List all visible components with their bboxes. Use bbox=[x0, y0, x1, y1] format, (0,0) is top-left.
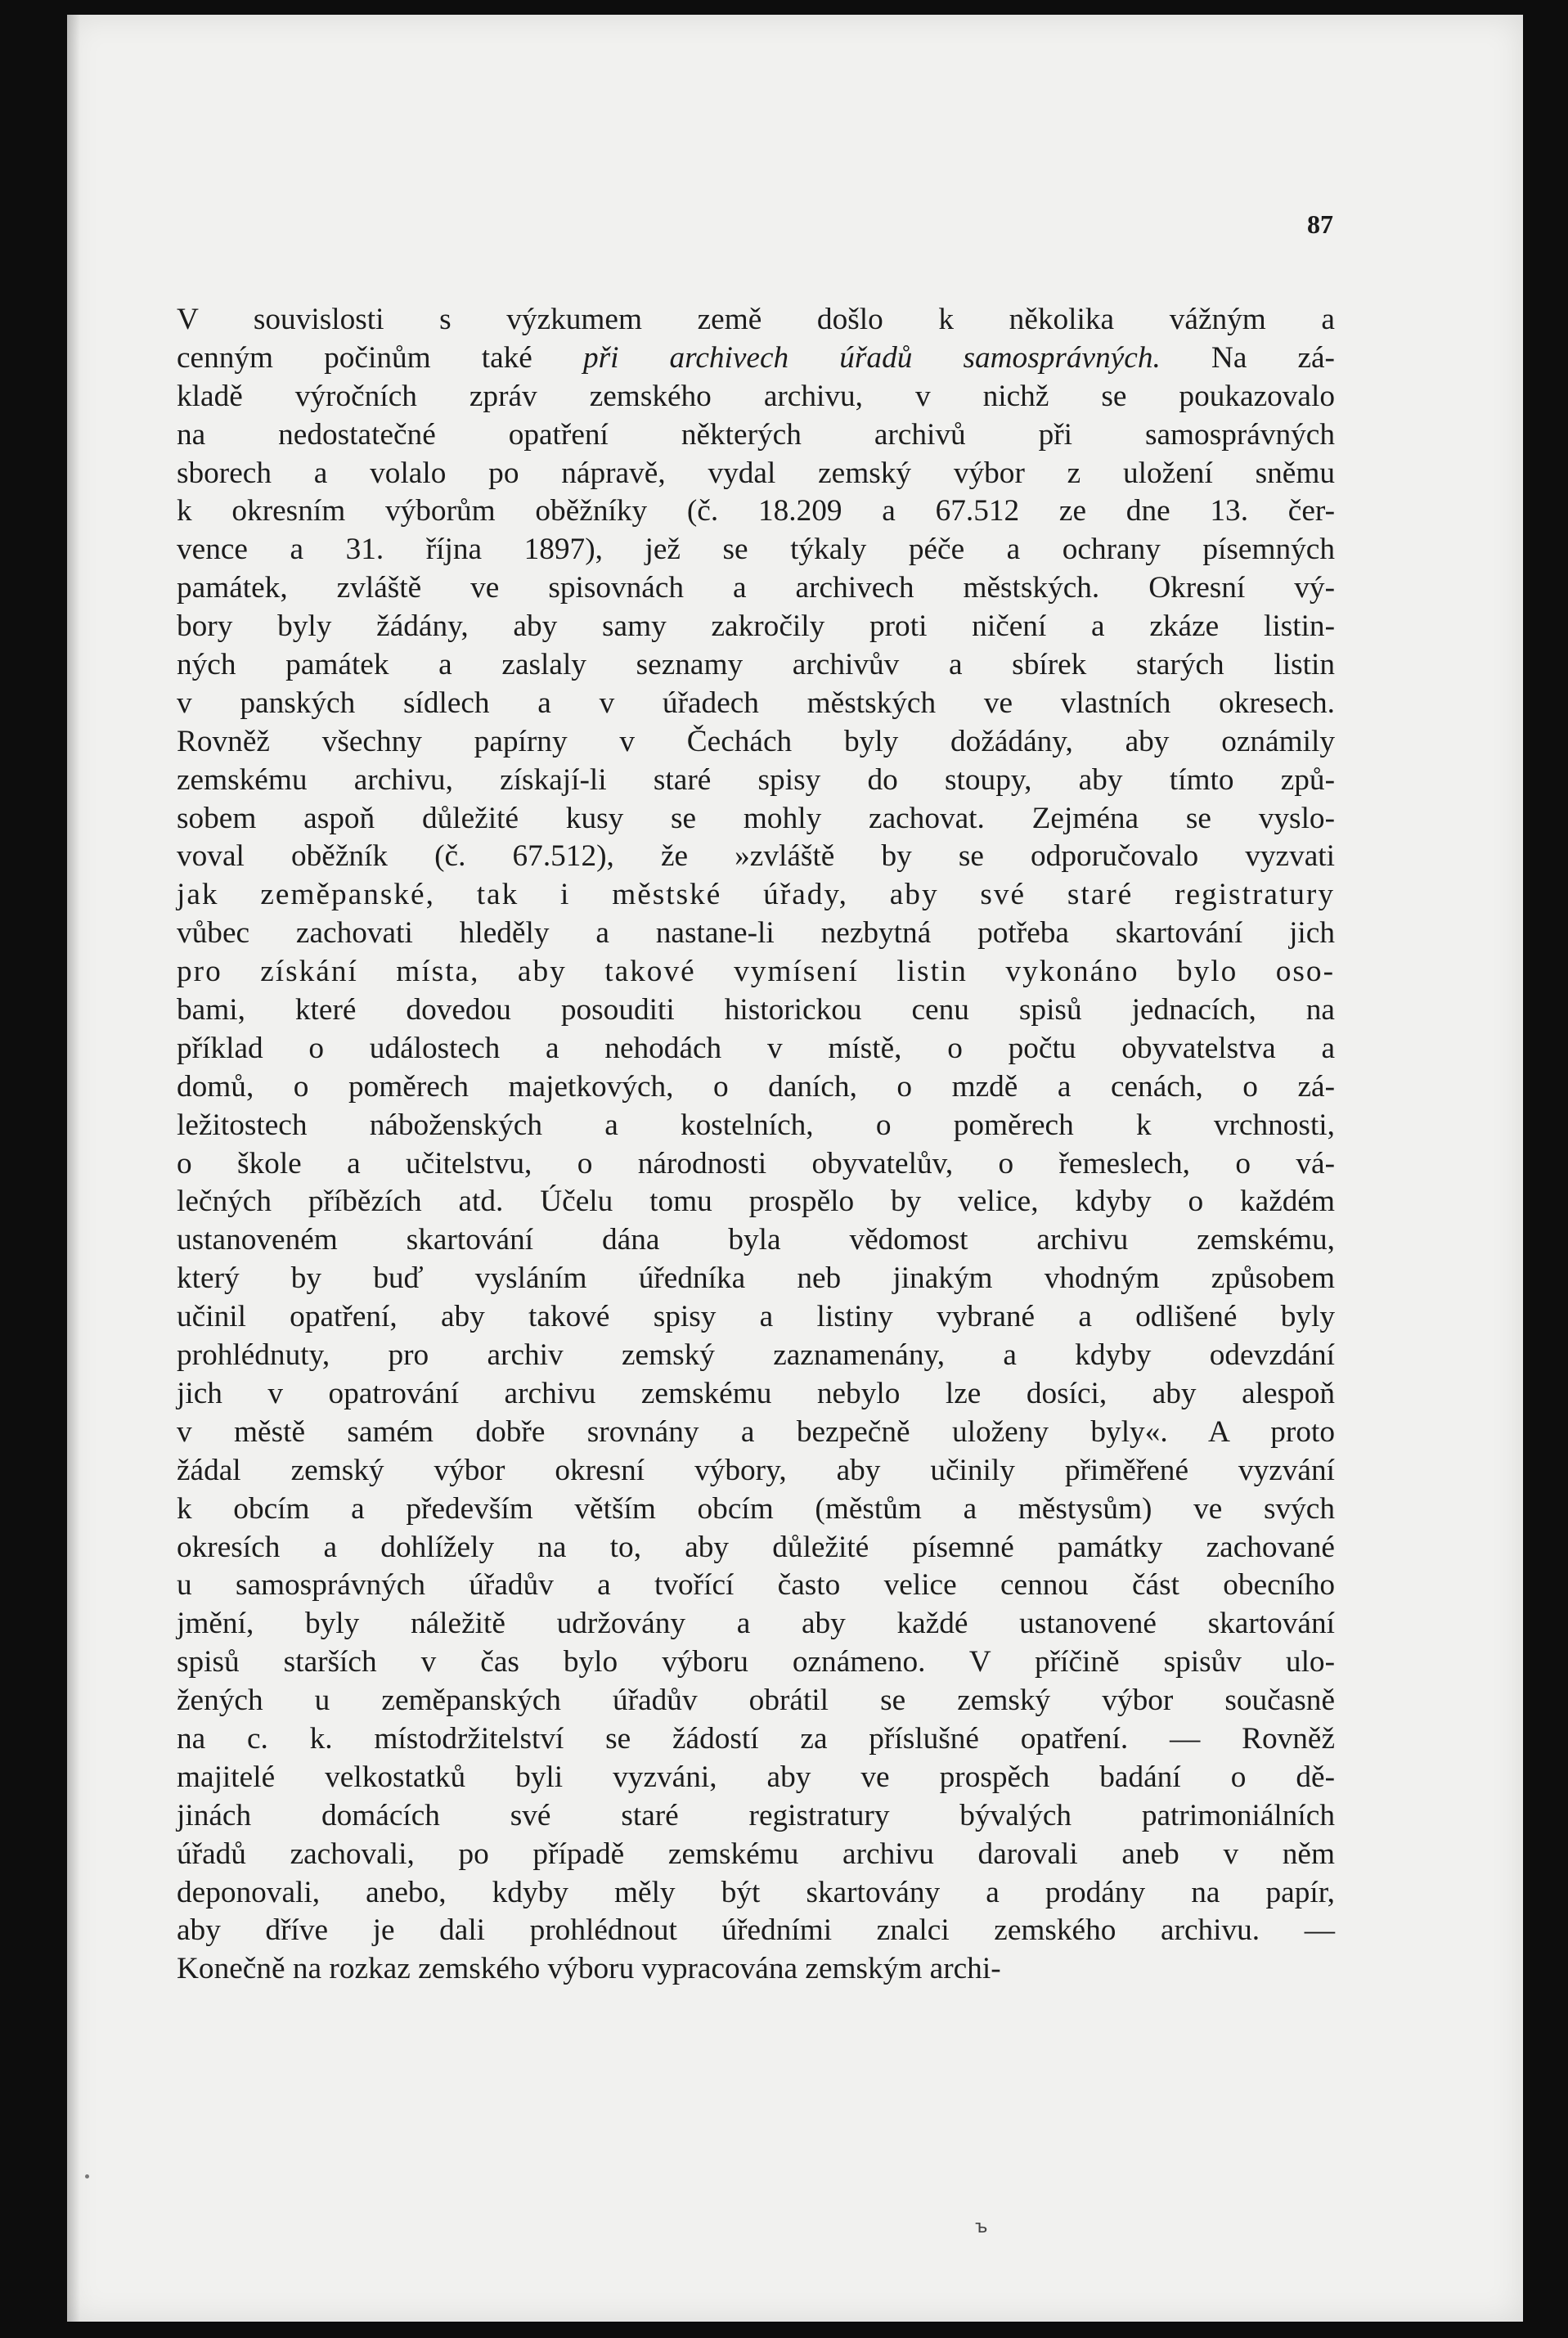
text-run: Rovněž všechny papírny v Čechách byly dožádány, aby oznámily bbox=[177, 724, 1335, 758]
text-line bbox=[177, 339, 1335, 378]
text-run: na nedostatečné opatření některých archivů při samosprávných bbox=[177, 417, 1335, 452]
text-run: u samosprávných úřadův a tvořící často velice cennou část obecního bbox=[177, 1568, 1335, 1603]
text-run: v městě samém dobře srovnány a bezpečně uloženy byly«. A proto bbox=[177, 1414, 1335, 1449]
text-line bbox=[177, 1529, 1335, 1567]
text-run: k okresním výborům oběžníky (č. 18.209 a 67.512 ze dne 13. čer- bbox=[177, 494, 1335, 528]
text-run: cenným počinům také bbox=[177, 340, 583, 375]
text-line bbox=[177, 455, 1335, 493]
italic-text: při archivech úřadů samosprávných. bbox=[582, 340, 1161, 375]
text-line bbox=[177, 915, 1335, 953]
text-line bbox=[177, 1068, 1335, 1107]
text-run: V souvislosti s výzkumem země došlo k několika vážným a bbox=[177, 303, 1335, 336]
text-line bbox=[177, 646, 1335, 685]
text-run: prohlédnuty, pro archiv zemský zaznamenány, a kdyby odevzdání bbox=[177, 1338, 1335, 1373]
text-run: ustanoveném skartování dána byla vědomost archivu zemskému, bbox=[177, 1223, 1335, 1257]
text-line bbox=[177, 1145, 1335, 1184]
text-run: ných památek a zaslaly seznamy archivův a sbírek starých listin bbox=[177, 648, 1335, 682]
text-run: Na zá- bbox=[1160, 340, 1335, 375]
text-line bbox=[177, 1030, 1335, 1068]
text-line bbox=[177, 1183, 1335, 1221]
text-run: domů, o poměrech majetkových, o daních, o mzdě a cenách, o zá- bbox=[177, 1069, 1335, 1104]
text-line bbox=[177, 1950, 1335, 1989]
text-run: na c. k. místodržitelství se žádostí za příslušné opatření. — Rovněž bbox=[177, 1721, 1335, 1756]
text-run: bory byly žádány, aby samy zakročily proti ničení a zkáze listin- bbox=[177, 609, 1335, 644]
text-line bbox=[177, 1375, 1335, 1414]
text-line bbox=[177, 531, 1335, 569]
text-line bbox=[177, 378, 1335, 416]
text-line bbox=[177, 492, 1335, 531]
text-line bbox=[177, 1221, 1335, 1260]
text-run: voval oběžník (č. 67.512), že »zvláště by se odporučovalo vyzvati bbox=[177, 839, 1335, 874]
text-run: sobem aspoň důležité kusy se mohly zachovat. Zejména se vyslo- bbox=[177, 801, 1335, 835]
text-run: úřadů zachovali, po případě zemskému archivu darovali aneb v něm bbox=[177, 1837, 1335, 1871]
stray-mark: ъ bbox=[975, 2217, 988, 2237]
text-line bbox=[177, 1260, 1335, 1298]
text-run: deponovali, anebo, kdyby měly být skartovány a prodány na papír, bbox=[177, 1875, 1335, 1909]
text-line bbox=[177, 953, 1335, 991]
text-run: sborech a volalo po nápravě, vydal zemský výbor z uložení sněmu bbox=[177, 456, 1335, 490]
text-run: lečných příbězích atd. Účelu tomu prospělo by velice, kdyby o každém bbox=[177, 1185, 1335, 1219]
text-run: kladě výročních zpráv zemského archivu, v nichž se poukazovalo bbox=[177, 379, 1335, 413]
text-line bbox=[177, 1490, 1335, 1529]
text-line bbox=[177, 1452, 1335, 1490]
text-line bbox=[177, 800, 1335, 839]
text-run: který by buď vysláním úředníka neb jinakým vhodným způsobem bbox=[177, 1261, 1335, 1296]
text-line bbox=[177, 1107, 1335, 1145]
body-text bbox=[177, 301, 1335, 1989]
text-run: žených u zeměpanských úřadův obrátil se zemský výbor současně bbox=[177, 1684, 1335, 1718]
book-page bbox=[67, 15, 1523, 2322]
text-line bbox=[177, 685, 1335, 723]
text-line bbox=[177, 1337, 1335, 1375]
text-run: bami, které dovedou posouditi historickou cenu spisů jednacích, na bbox=[177, 993, 1335, 1027]
text-run: jak zeměpanské, tak i městské úřady, aby své staré registratury bbox=[177, 878, 1335, 912]
text-line bbox=[177, 608, 1335, 646]
text-run: spisů starších v čas bylo výboru oznámeno. V příčině spisův ulo- bbox=[177, 1645, 1335, 1679]
text-run: žádal zemský výbor okresní výbory, aby učinily přiměřené vyzvání bbox=[177, 1453, 1335, 1487]
text-run: vůbec zachovati hleděly a nastane-li nezbytná potřeba skartování jich bbox=[177, 916, 1335, 951]
speck bbox=[85, 2174, 89, 2178]
text-run: pro získání místa, aby takové vymísení listin vykonáno bylo oso- bbox=[177, 955, 1335, 989]
text-line bbox=[177, 301, 1335, 339]
text-run: o škole a učitelstvu, o národnosti obyvatelův, o řemeslech, o vá- bbox=[177, 1146, 1335, 1180]
text-run: ležitostech náboženských a kostelních, o poměrech k vrchnosti, bbox=[177, 1108, 1335, 1142]
text-run: aby dříve je dali prohlédnout úředními znalci zemského archivu. — bbox=[177, 1913, 1335, 1948]
text-line bbox=[177, 1298, 1335, 1337]
text-line bbox=[177, 1874, 1335, 1913]
text-run: v panských sídlech a v úřadech městských ve vlastních okresech. bbox=[177, 686, 1335, 720]
text-line bbox=[177, 723, 1335, 762]
page-edge-shadow bbox=[67, 15, 80, 2322]
text-line bbox=[177, 1567, 1335, 1605]
text-line bbox=[177, 1836, 1335, 1874]
text-run: majitelé velkostatků byli vyzváni, aby ve prospěch badání o dě- bbox=[177, 1760, 1335, 1794]
text-line bbox=[177, 569, 1335, 608]
text-line bbox=[177, 838, 1335, 876]
text-run: okresích a dohlížely na to, aby důležité písemné památky zachované bbox=[177, 1530, 1335, 1564]
text-run: k obcím a především větším obcím (městům a městysům) ve svých bbox=[177, 1491, 1335, 1526]
text-run: učinil opatření, aby takové spisy a listiny vybrané a odlišené byly bbox=[177, 1300, 1335, 1334]
text-line bbox=[177, 762, 1335, 800]
text-line bbox=[177, 1912, 1335, 1950]
text-line bbox=[177, 991, 1335, 1030]
text-line bbox=[177, 1414, 1335, 1452]
text-run: zemskému archivu, získají-li staré spisy do stoupy, aby tímto způ- bbox=[177, 762, 1335, 797]
text-run: jinách domácích své staré registratury bývalých patrimoniálních bbox=[177, 1798, 1335, 1832]
text-line bbox=[177, 1605, 1335, 1643]
page-number: 87 bbox=[1307, 209, 1333, 239]
text-line bbox=[177, 416, 1335, 455]
text-line bbox=[177, 1643, 1335, 1682]
text-run: vence a 31. října 1897), jež se týkaly péče a ochrany písemných bbox=[177, 533, 1335, 567]
text-run: Konečně na rozkaz zemského výboru vypracována zemským archi- bbox=[177, 1952, 1001, 1986]
text-run: jmění, byly náležitě udržovány a aby každé ustanovené skartování bbox=[177, 1607, 1335, 1641]
text-run: příklad o událostech a nehodách v místě, o počtu obyvatelstva a bbox=[177, 1031, 1335, 1065]
text-line bbox=[177, 1720, 1335, 1759]
text-line bbox=[177, 876, 1335, 915]
text-line bbox=[177, 1682, 1335, 1720]
text-line bbox=[177, 1797, 1335, 1836]
text-line bbox=[177, 1759, 1335, 1797]
text-run: památek, zvláště ve spisovnách a archivech městských. Okresní vý- bbox=[177, 571, 1335, 605]
text-run: jich v opatrování archivu zemskému nebylo lze dosíci, aby alespoň bbox=[177, 1376, 1335, 1410]
